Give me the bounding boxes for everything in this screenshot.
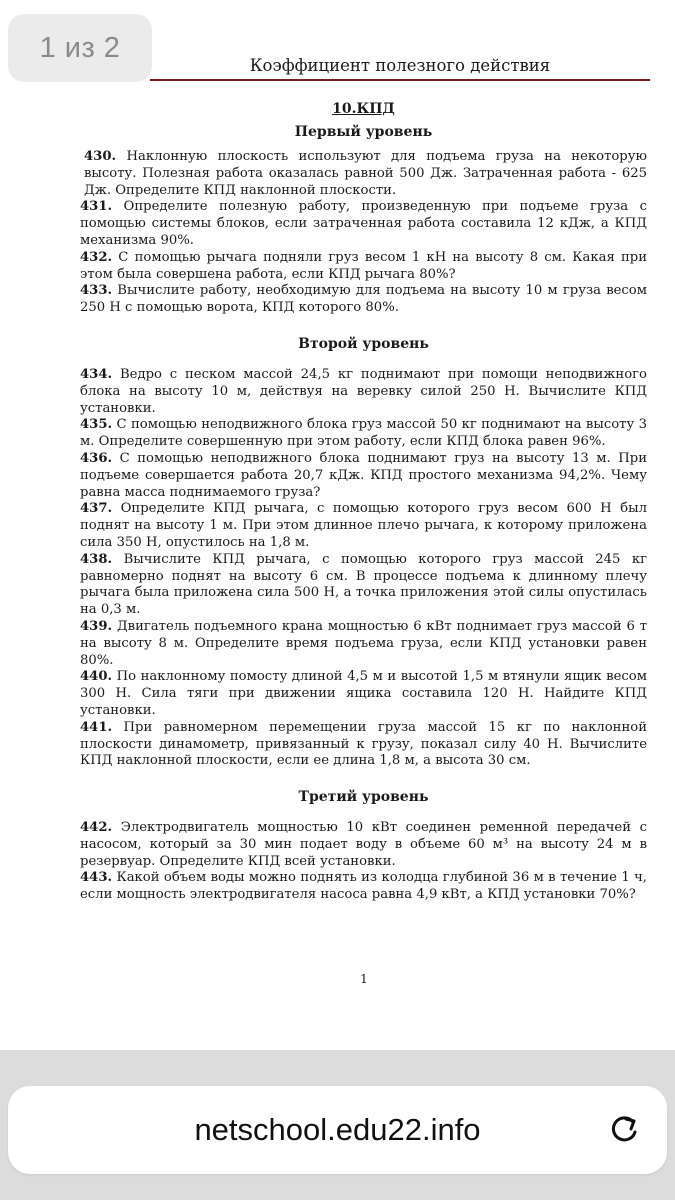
problem (80, 199, 647, 249)
problem-text: Определите полезную работу, произведенную при подъеме груза с помощью системы блоков, если затраченная работа составила 12 кДж, а КПД механизма 90%. (80, 199, 647, 248)
problem-text: Какой объем воды можно поднять из колодца глубиной 36 м в течение 1 ч, если мощность электродвигателя насоса равна 4,9 кВт, а КПД установки 70%? (80, 870, 647, 903)
reload-icon[interactable] (604, 1110, 644, 1150)
document-header: Коэффициент полезного действия (249, 56, 551, 75)
url-text[interactable]: netschool.edu22.info (194, 1112, 481, 1147)
problem (80, 619, 647, 669)
problem-number: 435. (80, 417, 113, 433)
problem (80, 820, 647, 870)
problem-text: Наклонную плоскость используют для подъема груза на некоторую высоту. Полезная работа оказалась равной 500 Дж. Затраченная работа - 625 Дж. Определите КПД наклонной плоскости. (84, 149, 647, 198)
problem-text: С помощью рычага подняли груз весом 1 кН на высоту 8 см. Какая при этом была совершена работа, если КПД рычага 80%? (80, 249, 647, 282)
problem-number: 442. (80, 820, 113, 836)
problem-text: По наклонному помосту длиной 4,5 м и высотой 1,5 м втянули ящик весом 300 Н. Сила тяги при движении ящика составила 120 Н. Найдите КПД установки. (80, 669, 647, 718)
problem-number: 434. (80, 366, 113, 382)
section-title: Второй уровень (298, 335, 429, 352)
problem (80, 417, 647, 451)
problem-number: 438. (80, 551, 113, 567)
problem (80, 250, 647, 284)
problem-text: Определите КПД рычага, с помощью которого груз весом 600 Н был поднят на высоту 1 м. При этом длинное плечо рычага, к которому приложена сила 350 Н, опустилось на 1,8 м. (80, 501, 647, 550)
problem-number: 437. (80, 501, 113, 517)
chapter-title: 10.КПД (332, 101, 395, 117)
section-second-level (80, 367, 647, 770)
document-content (80, 100, 647, 904)
problem-number: 431. (80, 199, 113, 215)
problem-number: 439. (80, 618, 113, 634)
problem-number: 430. (84, 149, 117, 164)
section-title: Первый уровень (294, 124, 433, 140)
section-first-level (80, 149, 647, 317)
section-third-level (80, 820, 647, 904)
address-bar[interactable] (8, 1086, 667, 1174)
problem-text: Двигатель подъемного крана мощностью 6 кВт поднимает груз массой 6 т на высоту 8 м. Определите время подъема груза, если КПД установки равен 80%. (80, 618, 647, 668)
problem-text: Ведро с песком массой 24,5 кг поднимают при помощи неподвижного блока на высоту 10 м, действуя на веревку силой 250 Н. Вычислите КПД установки. (80, 366, 647, 416)
problem (80, 367, 647, 417)
problem-text: С помощью неподвижного блока поднимают груз на высоту 13 м. При подъеме совершается работа 20,7 кДж. КПД простого механизма 94,2%. Чему равна масса поднимаемого груза? (80, 450, 647, 500)
problem-number: 443. (80, 870, 113, 886)
page-indicator: 1 из 2 (8, 14, 152, 82)
problem (80, 720, 647, 770)
problem (80, 283, 647, 317)
section-title: Третий уровень (298, 789, 429, 806)
page-number: 1 (360, 972, 368, 986)
problem-text: С помощью неподвижного блока груз массой 50 кг поднимают на высоту 3 м. Определите совершенную при этом работу, если КПД блока равен 96%. (80, 417, 647, 450)
problem-text: При равномерном перемещении груза массой 15 кг по наклонной плоскости динамометр, привязанный к грузу, показал силу 40 Н. Вычислите КПД наклонной плоскости, если ее длина 1,8 м, а высота 30 см. (80, 719, 647, 769)
problem-text: Вычислите работу, необходимую для подъема на высоту 10 м груза весом 250 Н с помощью ворота, КПД которого 80%. (80, 283, 647, 316)
problem (80, 501, 647, 551)
problem (80, 451, 647, 501)
header-rule (150, 79, 650, 81)
problem (80, 870, 647, 904)
problem (80, 552, 647, 619)
problem-text: Вычислите КПД рычага, с помощью которого груз массой 245 кг равномерно поднят на высоту 6 см. В процессе подъема к длинному плечу рычага была приложена сила 500 Н, а точка приложения этой силы опустилась на 0,3 м. (80, 551, 647, 618)
problem-number: 433. (80, 283, 113, 299)
problem-number: 432. (80, 249, 113, 265)
problem-number: 441. (80, 719, 113, 735)
problem (80, 669, 647, 719)
problem-text: Электродвигатель мощностью 10 кВт соединен ременной передачей с насосом, который за 30 мин подает воду в объеме 60 м³ на высоту 24 м в резервуар. Определите КПД всей установки. (80, 820, 647, 869)
problem-number: 436. (80, 450, 113, 466)
problem-number: 440. (80, 669, 113, 685)
problem (80, 149, 647, 199)
